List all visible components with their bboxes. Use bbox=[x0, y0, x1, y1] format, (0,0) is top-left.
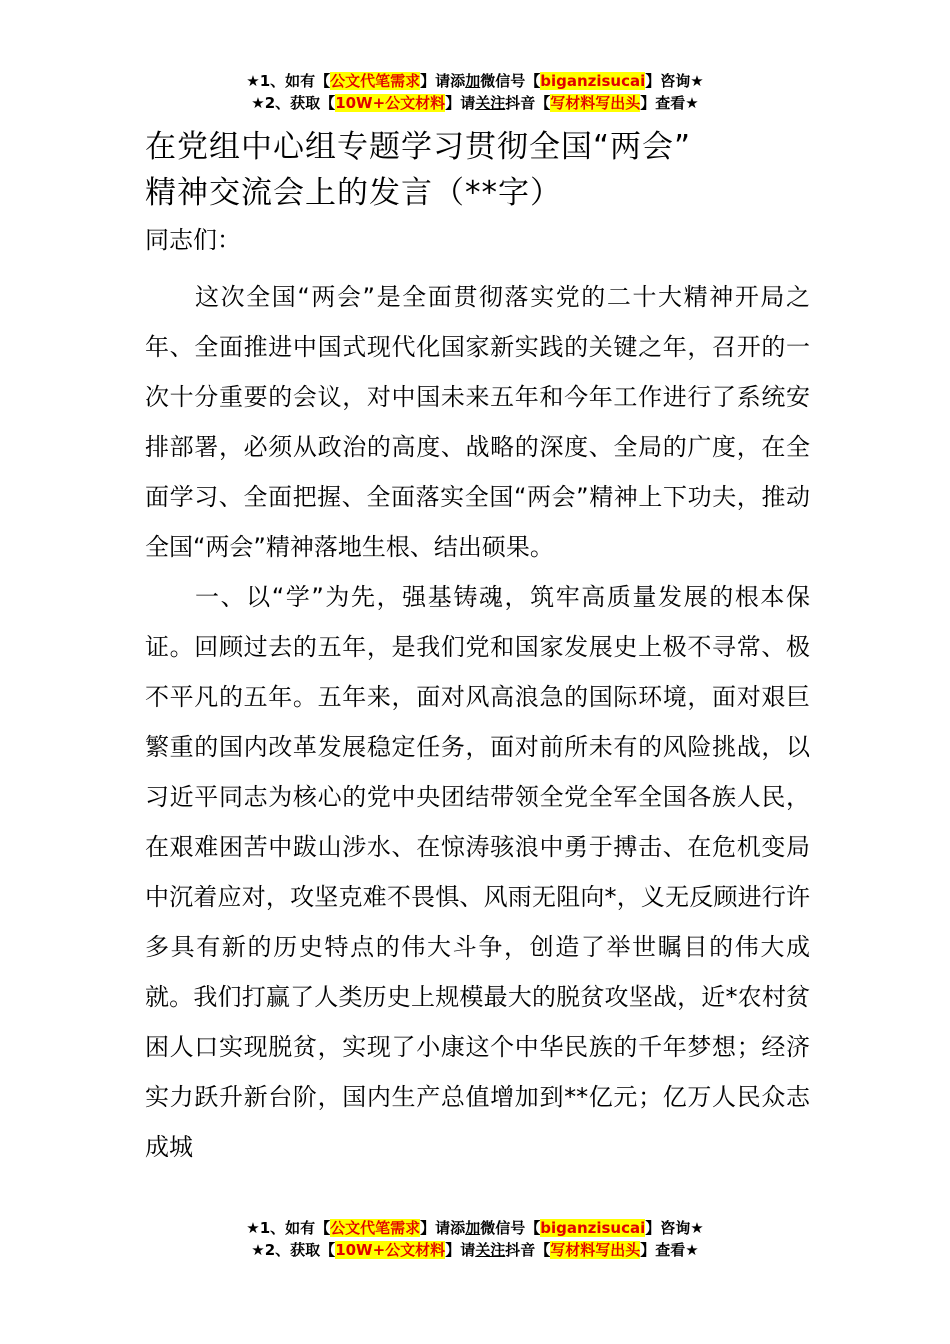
banner-highlight: 公文代笔需求 bbox=[330, 1219, 421, 1237]
banner-text: ★1、如有【 bbox=[246, 1219, 331, 1237]
document-title bbox=[145, 124, 810, 216]
banner-highlight: biganzisucai bbox=[540, 1219, 646, 1237]
banner-text: 微信号【 bbox=[480, 72, 541, 90]
banner-line-2 bbox=[0, 92, 950, 114]
bottom-banner bbox=[0, 1217, 950, 1261]
banner-text: 】咨询★ bbox=[645, 72, 704, 90]
document-body bbox=[145, 124, 810, 1172]
title-line-1: 在党组中心组专题学习贯彻全国“两会” bbox=[145, 129, 692, 165]
banner-text: 】查看★ bbox=[640, 94, 699, 112]
banner-text: 微信号【 bbox=[480, 1219, 541, 1237]
title-line-2: 精神交流会上的发言（**字） bbox=[145, 175, 562, 211]
banner-text: 】请 bbox=[445, 94, 476, 112]
banner-emphasis: 关注 bbox=[475, 94, 506, 112]
banner-line-1 bbox=[0, 70, 950, 92]
banner-line-2 bbox=[0, 1239, 950, 1261]
banner-text: 抖音【 bbox=[505, 1241, 551, 1259]
banner-text: 抖音【 bbox=[505, 94, 551, 112]
paragraph-section-1: 一、以“学”为先，强基铸魂，筑牢高质量发展的根本保证。回顾过去的五年，是我们党和国家发展史上极不寻常、极不平凡的五年。五年来，面对风高浪急的国际环境，面对艰巨繁重的国内改革发展稳定任务，面对前所未有的风险挑战，以习近平同志为核心的党中央团结带领全党全军全国各族人民，在艰难困苦中跋山涉水、在惊涛骇浪中勇于搏击、在危机变局中沉着应对，攻坚克难不畏惧、风雨无阻向*，义无反顾进行许多具有新的历史特点的伟大斗争，创造了举世瞩目的伟大成就。我们打赢了人类历史上规模最大的脱贫攻坚战，近*农村贫困人口实现脱贫，实现了小康这个中华民族的千年梦想；经济实力跃升新台阶，国内生产总值增加到**亿元；亿万人民众志成城 bbox=[145, 583, 810, 1161]
banner-highlight: 公文代笔需求 bbox=[330, 72, 421, 90]
banner-highlight: 10W+公文材料 bbox=[335, 1241, 446, 1259]
banner-highlight: biganzisucai bbox=[540, 72, 646, 90]
banner-text: ★2、获取【 bbox=[251, 94, 336, 112]
banner-text: 】请 bbox=[445, 1241, 476, 1259]
banner-emphasis: 关注 bbox=[475, 1241, 506, 1259]
banner-emphasis: 加 bbox=[465, 1219, 481, 1237]
banner-text: ★2、获取【 bbox=[251, 1241, 336, 1259]
banner-highlight: 10W+公文材料 bbox=[335, 94, 446, 112]
banner-text: 】咨询★ bbox=[645, 1219, 704, 1237]
paragraph-intro: 这次全国“两会”是全面贯彻落实党的二十大精神开局之年、全面推进中国式现代化国家新实践的关键之年，召开的一次十分重要的会议，对中国未来五年和今年工作进行了系统安排部署，必须从政治的高度、战略的深度、全局的广度，在全面学习、全面把握、全面落实全国“两会”精神上下功夫，推动全国“两会”精神落地生根、结出硕果。 bbox=[145, 283, 810, 561]
banner-highlight: 写材料写出头 bbox=[550, 1241, 641, 1259]
banner-emphasis: 加 bbox=[465, 72, 481, 90]
banner-text: 】查看★ bbox=[640, 1241, 699, 1259]
banner-text: ★1、如有【 bbox=[246, 72, 331, 90]
top-banner bbox=[0, 70, 950, 114]
banner-text: 】请添 bbox=[420, 1219, 466, 1237]
greeting: 同志们： bbox=[145, 226, 241, 254]
banner-highlight: 写材料写出头 bbox=[550, 94, 641, 112]
banner-line-1 bbox=[0, 1217, 950, 1239]
banner-text: 】请添 bbox=[420, 72, 466, 90]
